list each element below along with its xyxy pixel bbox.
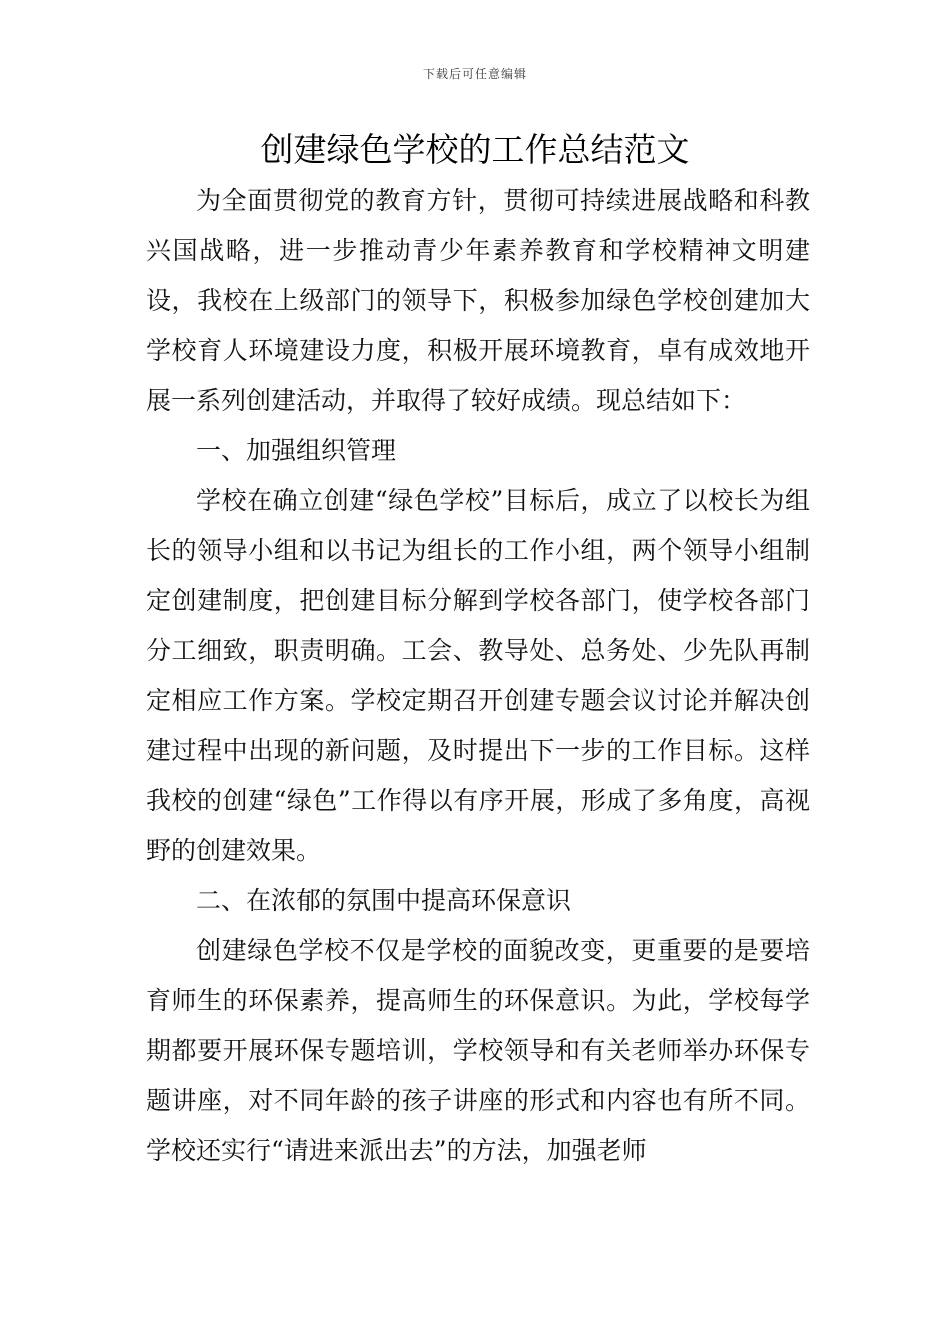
section-heading-2: 二、在浓郁的氛围中提高环保意识 xyxy=(196,886,572,915)
section-1-paragraph: 学校在确立创建“绿色学校”目标后，成立了以校长为组长的领导小组和以书记为组长的工作小组，两个领导小组制定创建制度，把创建目标分解到学校各部门，使学校各部门分工细致，职责明确。工会、教导处、总务处、少先队再制定相应工作方案。学校定期召开创建专题会议讨论并解决创建过程中出现的新问题，及时提出下一步的工作目标。这样我校的创建“绿色”工作得以有序开展，形成了多角度，高视野的创建效果。 xyxy=(146,486,810,865)
intro-paragraph: 为全面贯彻党的教育方针，贯彻可持续进展战略和科教兴国战略，进一步推动青少年素养教育和学校精神文明建设，我校在上级部门的领导下，积极参加绿色学校创建加大学校育人环境建设力度，积极开展环境教育，卓有成效地开展一系列创建活动，并取得了较好成绩。现总结如下： xyxy=(146,186,810,415)
section-heading-1: 一、加强组织管理 xyxy=(196,436,397,465)
document-title: 创建绿色学校的工作总结范文 xyxy=(260,130,690,169)
header-note: 下载后可任意编辑 xyxy=(422,67,527,81)
section-2-paragraph: 创建绿色学校不仅是学校的面貌改变，更重要的是要培育师生的环保素养，提高师生的环保意识。为此，学校每学期都要开展环保专题培训，学校领导和有关老师举办环保专题讲座，对不同年龄的孩子讲座的形式和内容也有所不同。学校还实行“请进来派出去”的方法，加强老师 xyxy=(146,936,810,1165)
document-body xyxy=(146,176,810,1176)
